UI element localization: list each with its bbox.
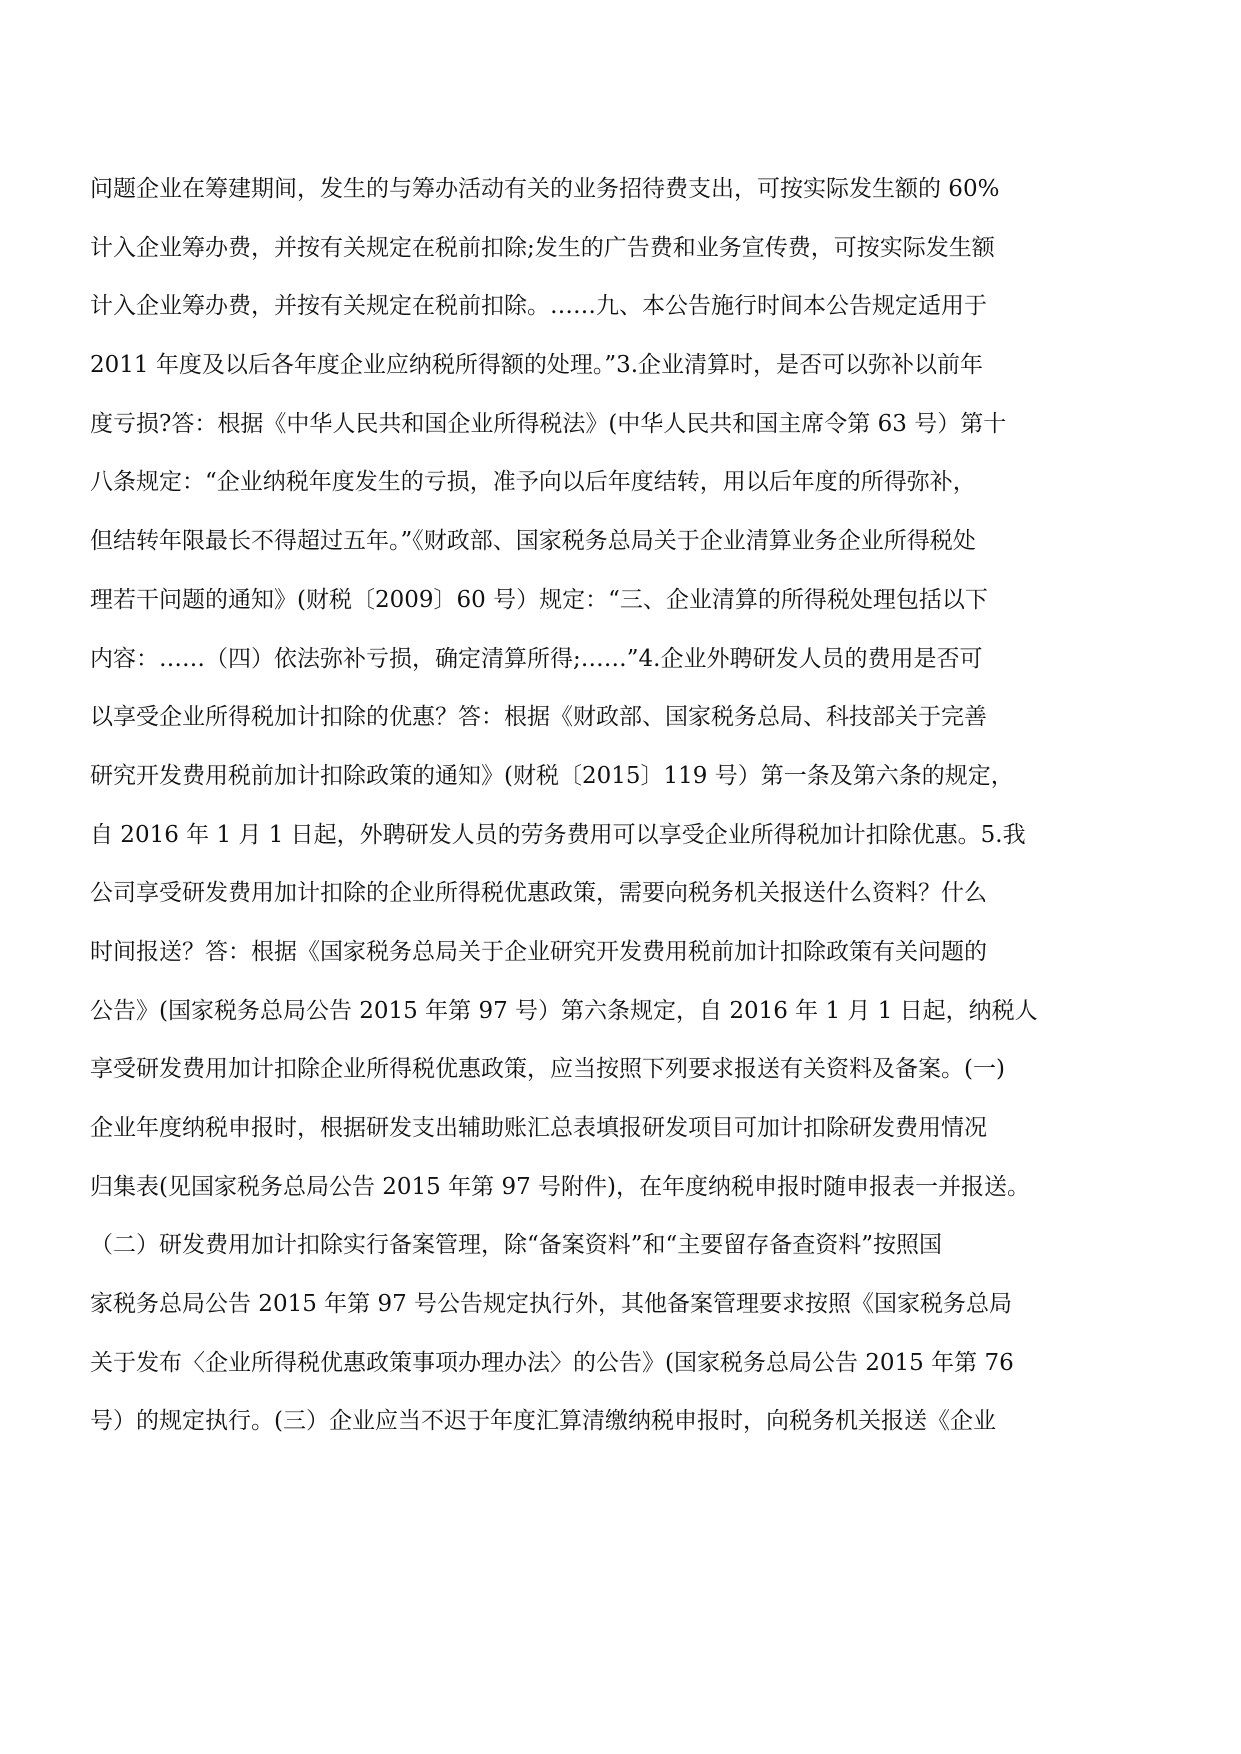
text-line: 公告》(国家税务总局公告 2015 年第 97 号）第六条规定，自 2016 年 1 月 1 日起，纳税人 bbox=[90, 997, 1038, 1024]
text-line: 家税务总局公告 2015 年第 97 号公告规定执行外，其他备案管理要求按照《国家税务总局 bbox=[90, 1291, 1013, 1318]
text-line: 度亏损?答：根据《中华人民共和国企业所得税法》(中华人民共和国主席令第 63 号）第十 bbox=[90, 410, 1007, 437]
text-line: 计入企业筹办费，并按有关规定在税前扣除;发生的广告费和业务宣传费，可按实际发生额 bbox=[90, 234, 995, 261]
text-line: 享受研发费用加计扣除企业所得税优惠政策，应当按照下列要求报送有关资料及备案。(一) bbox=[90, 1056, 1005, 1083]
text-line: 自 2016 年 1 月 1 日起，外聘研发人员的劳务费用可以享受企业所得税加计扣除优惠。5.我 bbox=[90, 821, 1026, 848]
text-line: 关于发布〈企业所得税优惠政策事项办理办法〉的公告》(国家税务总局公告 2015 年第 76 bbox=[90, 1349, 1014, 1376]
body-text bbox=[90, 160, 1155, 1451]
text-line: （二）研发费用加计扣除实行备案管理，除“备案资料”和“主要留存备查资料”按照国 bbox=[90, 1232, 943, 1259]
text-line: 号）的规定执行。(三）企业应当不迟于年度汇算清缴纳税申报时，向税务机关报送《企业 bbox=[90, 1408, 996, 1435]
text-line: 时间报送？答：根据《国家税务总局关于企业研究开发费用税前加计扣除政策有关问题的 bbox=[90, 938, 987, 965]
text-line: 2011 年度及以后各年度企业应纳税所得额的处理。”3.企业清算时，是否可以弥补以前年 bbox=[90, 352, 984, 379]
text-line: 公司享受研发费用加计扣除的企业所得税优惠政策，需要向税务机关报送什么资料？什么 bbox=[90, 880, 987, 907]
text-line: 八条规定：“企业纳税年度发生的亏损，准予向以后年度结转，用以后年度的所得弥补， bbox=[90, 469, 976, 496]
text-line: 理若干问题的通知》(财税〔2009〕60 号）规定：“三、企业清算的所得税处理包括以下 bbox=[90, 586, 988, 613]
text-line: 企业年度纳税申报时，根据研发支出辅助账汇总表填报研发项目可加计扣除研发费用情况 bbox=[90, 1115, 987, 1141]
text-line: 计入企业筹办费，并按有关规定在税前扣除。……九、本公告施行时间本公告规定适用于 bbox=[90, 293, 987, 320]
text-line: 但结转年限最长不得超过五年。”《财政部、国家税务总局关于企业清算业务企业所得税处 bbox=[90, 528, 976, 555]
text-line: 研究开发费用税前加计扣除政策的通知》(财税〔2015〕119 号）第一条及第六条的规定， bbox=[90, 762, 1014, 789]
text-line: 内容：……（四）依法弥补亏损，确定清算所得;……”4.企业外聘研发人员的费用是否可 bbox=[90, 645, 983, 672]
text-line: 以享受企业所得税加计扣除的优惠？答：根据《财政部、国家税务总局、科技部关于完善 bbox=[90, 704, 987, 731]
text-line: 归集表(见国家税务总局公告 2015 年第 97 号附件)，在年度纳税申报时随申报表一并报送。 bbox=[90, 1173, 1030, 1200]
text-line: 问题企业在筹建期间，发生的与筹办活动有关的业务招待费支出，可按实际发生额的 60% bbox=[90, 176, 1000, 202]
